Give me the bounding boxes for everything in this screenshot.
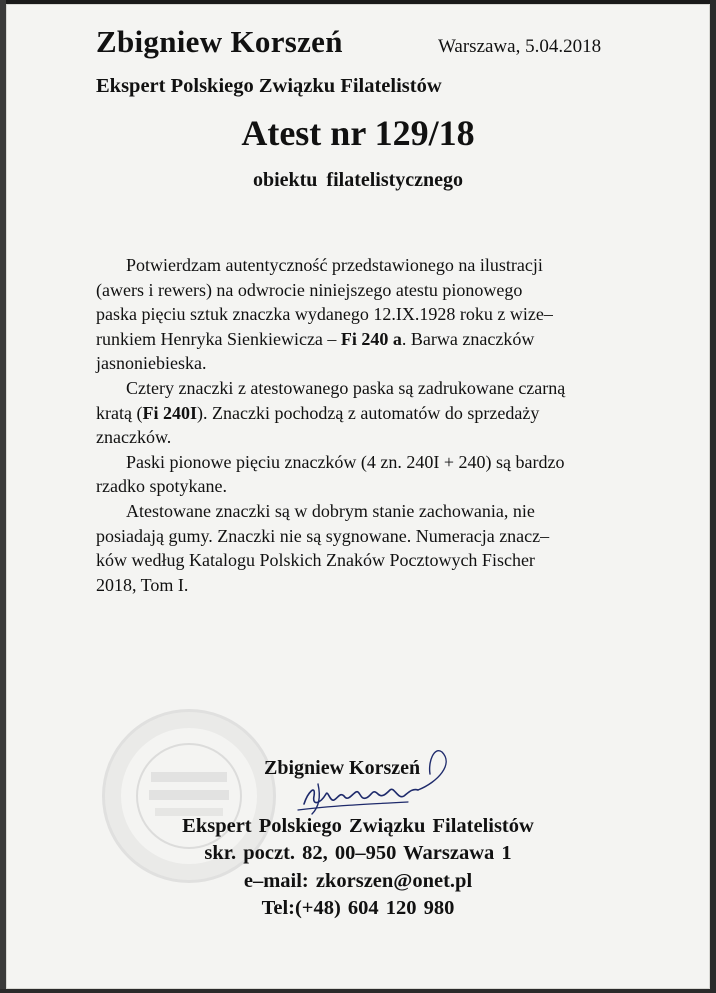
catalog-number: Fi 240 a — [340, 328, 402, 349]
handwritten-signature — [268, 744, 458, 819]
catalog-number: Fi 240I — [142, 402, 197, 423]
body-line: (awers i rewers) na odwrocie niniejszego atestu pionowego — [96, 279, 523, 300]
place-date: Warszawa, 5.04.2018 — [438, 36, 602, 57]
signatory-name: Zbigniew Korszeń — [264, 757, 421, 779]
body-line: Paski pionowe pięciu znaczków (4 zn. 240I + 240) są bardzo — [126, 451, 565, 472]
body-text: . Barwa znaczków — [401, 328, 535, 349]
phone-number: Tel:(+48) 604 120 980 — [261, 897, 455, 919]
certificate-body — [96, 253, 616, 597]
email-address: e–mail: zkorszen@onet.pl — [243, 870, 473, 892]
body-line: Cztery znaczki z atestowanego paska są zadrukowane czarną — [126, 377, 566, 398]
body-line — [96, 401, 616, 426]
body-line: paska pięciu sztuk znaczka wydanego 12.IX.1928 roku z wize– — [96, 304, 553, 325]
signatory-role: Ekspert Polskiego Związku Filatelistów — [182, 815, 534, 837]
body-text: kratą ( — [96, 402, 143, 423]
expert-title: Ekspert Polskiego Związku Filatelistów — [96, 75, 442, 97]
body-line: 2018, Tom I. — [96, 574, 189, 595]
expert-name-heading: Zbigniew Korszeń — [96, 24, 343, 59]
body-text: ). Znaczki pochodzą z automatów do sprzedaży — [196, 402, 540, 423]
body-line: ków według Katalogu Polskich Znaków Pocztowych Fischer — [96, 550, 535, 571]
body-line: posiadają gumy. Znaczki nie są sygnowane. Numeracja znacz– — [96, 525, 550, 546]
body-line: Potwierdzam autentyczność przedstawionego na ilustracji — [126, 255, 543, 275]
certificate-page — [6, 4, 710, 989]
body-line: jasnoniebieska. — [96, 353, 207, 374]
body-line: Atestowane znaczki są w dobrym stanie zachowania, nie — [126, 500, 535, 521]
scan-edge-bottom — [0, 989, 716, 993]
scan-edge-right — [710, 0, 716, 993]
certificate-subtitle: obiektu filatelistycznego — [252, 169, 464, 191]
body-line: rzadko spotykane. — [96, 476, 227, 497]
postal-address: skr. poczt. 82, 00–950 Warszawa 1 — [204, 842, 512, 864]
body-line: znaczków. — [96, 427, 172, 448]
body-text: runkiem Henryka Sienkiewicza – — [96, 328, 341, 349]
certificate-number: Atest nr 129/18 — [241, 113, 475, 153]
body-line — [96, 327, 616, 352]
